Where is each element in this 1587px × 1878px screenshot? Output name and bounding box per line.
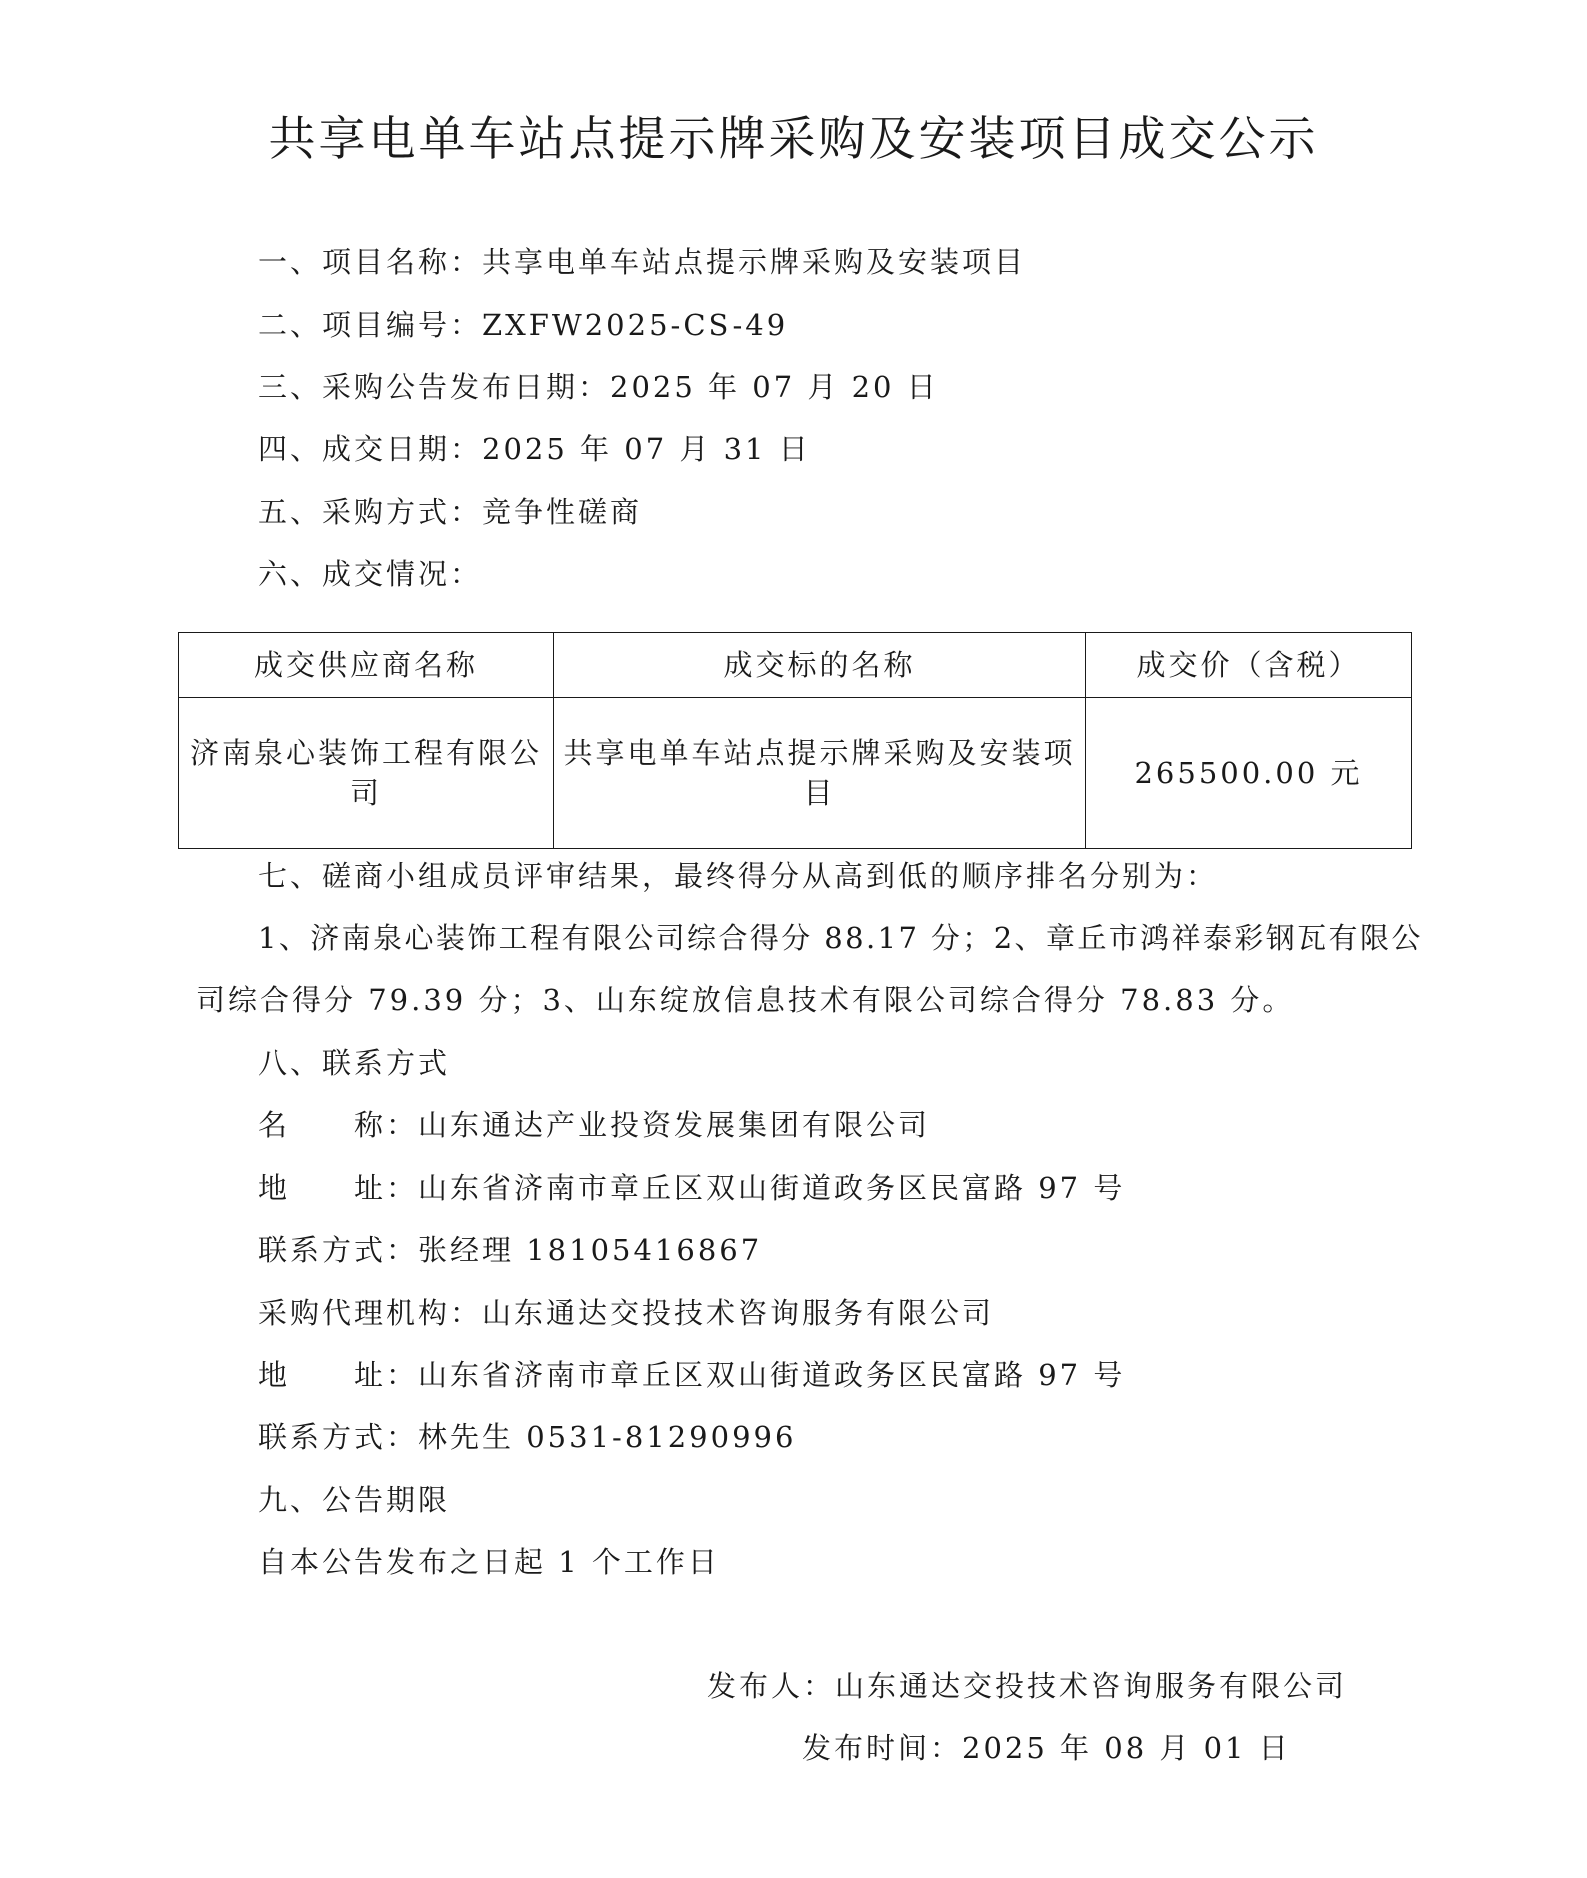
- procurement-method: 五、采购方式：竞争性磋商: [258, 495, 643, 529]
- review-line-2: 司综合得分 79.39 分；3、山东绽放信息技术有限公司综合得分 78.83 分。: [196, 983, 1295, 1017]
- header-supplier: 成交供应商名称: [179, 633, 554, 698]
- period-text: 自本公告发布之日起 1 个工作日: [258, 1545, 720, 1579]
- publisher: 发布人：山东通达交投技术咨询服务有限公司: [707, 1669, 1348, 1703]
- contact-phone: 联系方式：张经理 18105416867: [258, 1233, 763, 1267]
- deal-date: 四、成交日期：2025 年 07 月 31 日: [258, 432, 811, 466]
- agency-name: 采购代理机构：山东通达交投技术咨询服务有限公司: [258, 1296, 995, 1330]
- contact-heading: 八、联系方式: [258, 1046, 451, 1080]
- agency-address: 地 址：山东省济南市章丘区双山街道政务区民富路 97 号: [258, 1358, 1126, 1392]
- page-title: 共享电单车站点提示牌采购及安装项目成交公示: [268, 112, 1319, 167]
- deal-table: [178, 632, 1412, 849]
- contact-address: 地 址：山东省济南市章丘区双山街道政务区民富路 97 号: [258, 1171, 1126, 1205]
- cell-price: 265500.00 元: [1086, 698, 1412, 849]
- review-line-1: 1、济南泉心装饰工程有限公司综合得分 88.17 分；2、章丘市鸿祥泰彩钢瓦有限公: [258, 921, 1423, 955]
- review-heading: 七、磋商小组成员评审结果，最终得分从高到低的顺序排名分别为：: [258, 859, 1219, 893]
- cell-subject: 共享电单车站点提示牌采购及安装项目: [554, 698, 1086, 849]
- contact-name: 名 称：山东通达产业投资发展集团有限公司: [258, 1108, 931, 1142]
- header-subject: 成交标的名称: [554, 633, 1086, 698]
- project-name: 一、项目名称：共享电单车站点提示牌采购及安装项目: [258, 245, 1027, 279]
- project-number: 二、项目编号：ZXFW2025-CS-49: [258, 308, 789, 342]
- cell-supplier: 济南泉心装饰工程有限公司: [179, 698, 554, 849]
- table-row: [179, 698, 1412, 849]
- announcement-date: 三、采购公告发布日期：2025 年 07 月 20 日: [258, 370, 939, 404]
- period-heading: 九、公告期限: [258, 1483, 451, 1517]
- deal-status-heading: 六、成交情况：: [258, 557, 483, 591]
- agency-phone: 联系方式：林先生 0531-81290996: [258, 1420, 797, 1454]
- publish-date: 发布时间：2025 年 08 月 01 日: [802, 1731, 1291, 1765]
- table-header-row: [179, 633, 1412, 698]
- header-price: 成交价（含税）: [1086, 633, 1412, 698]
